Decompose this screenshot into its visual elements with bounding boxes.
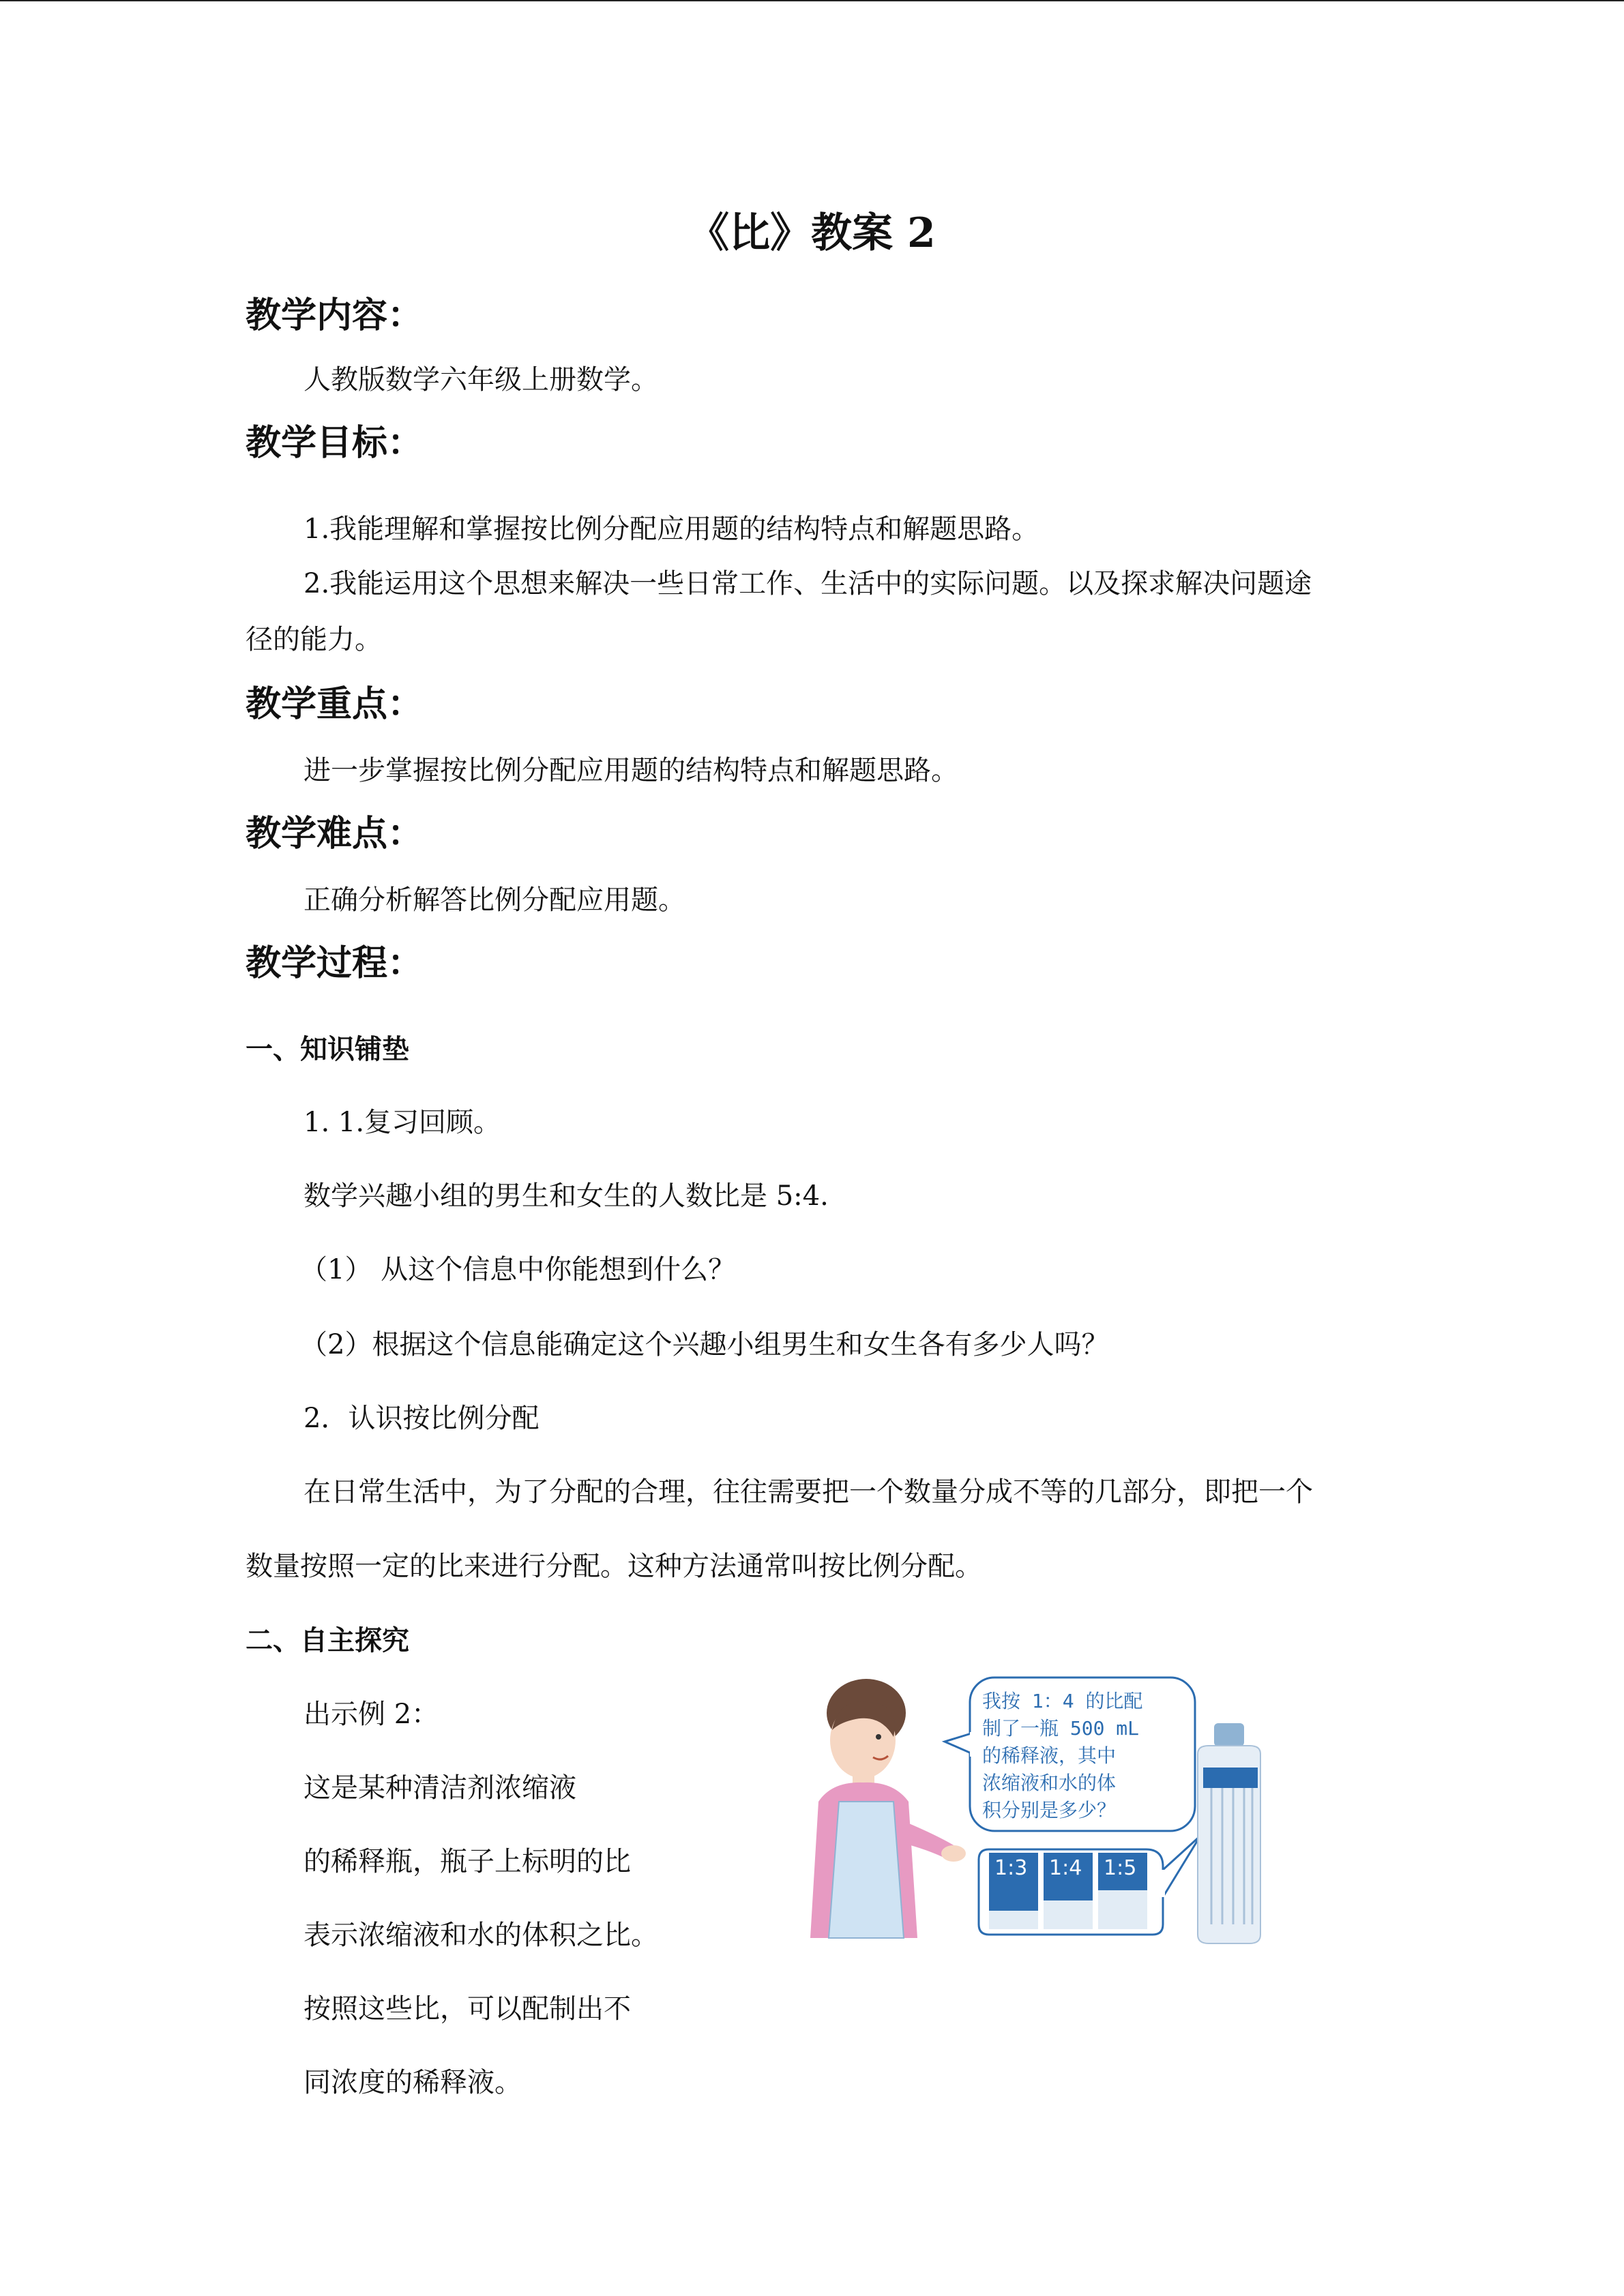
key-point-text: 进一步掌握按比例分配应用题的结构特点和解题思路。 <box>304 755 958 786</box>
part1-item-1: 1. 1.复习回顾。 <box>304 1107 501 1138</box>
ratio-label-1: 1:3 <box>994 1856 1028 1880</box>
ratio-label-3: 1:5 <box>1104 1856 1137 1880</box>
part1-heading: 一、知识铺垫 <box>246 1034 409 1065</box>
heading-key-point: 教学重点： <box>246 684 424 725</box>
part1-paragraph-line-2: 数量按照一定的比来进行分配。这种方法通常叫按比例分配。 <box>246 1551 982 1582</box>
part2-heading: 二、自主探究 <box>246 1625 409 1656</box>
part2-line-6: 同浓度的稀释液。 <box>304 2067 522 2098</box>
heading-teaching-goals: 教学目标： <box>246 423 424 464</box>
part1-paragraph-line-1: 在日常生活中，为了分配的合理，往往需要把一个数量分成不等的几部分，即把一个 <box>304 1476 1313 1508</box>
heading-process: 教学过程： <box>246 943 424 984</box>
part2-line-2: 这是某种清洁剂浓缩液 <box>304 1772 576 1804</box>
goal-1: 1.我能理解和掌握按比例分配应用题的结构特点和解题思路。 <box>304 513 1039 545</box>
bubble-line-2: 制了一瓶 500 mL <box>982 1717 1140 1740</box>
bubble-line-4: 浓缩液和水的体 <box>982 1772 1117 1794</box>
bubble-line-1: 我按 1：4 的比配 <box>982 1690 1143 1712</box>
part1-item-2: 2．认识按比例分配 <box>304 1403 540 1434</box>
part2-line-4: 表示浓缩液和水的体积之比。 <box>304 1920 658 1951</box>
heading-difficulty: 教学难点： <box>246 814 424 854</box>
dilution-bottle <box>1198 1723 1260 1943</box>
part2-line-5: 按照这些比，可以配制出不 <box>304 1993 631 2025</box>
difficulty-text: 正确分析解答比例分配应用题。 <box>304 884 685 916</box>
part2-line-3: 的稀释瓶，瓶子上标明的比 <box>304 1846 631 1877</box>
bubble-line-5: 积分别是多少？ <box>982 1799 1117 1821</box>
ratio-label-2: 1:4 <box>1049 1856 1082 1880</box>
part1-question-1: （1） 从这个信息中你能想到什么？ <box>300 1254 736 1285</box>
teacher-figure <box>810 1679 966 1938</box>
document-title: 《比》教案 2 <box>688 209 936 257</box>
part2-line-1: 出示例 2： <box>304 1699 439 1730</box>
goal-2-line-1: 2.我能运用这个思想来解决一些日常工作、生活中的实际问题。以及探求解决问题途 <box>304 568 1312 599</box>
teaching-content-text: 人教版数学六年级上册数学。 <box>304 364 658 396</box>
ratio-label-callout <box>979 1836 1200 1935</box>
part1-line-1: 数学兴趣小组的男生和女生的人数比是 5:4. <box>304 1180 829 1212</box>
part1-question-2: （2）根据这个信息能确定这个兴趣小组男生和女生各有多少人吗？ <box>300 1329 1109 1360</box>
speech-bubble <box>945 1678 1195 1831</box>
goal-2-line-2: 径的能力。 <box>246 624 382 655</box>
example-illustration <box>791 1665 1282 1952</box>
bubble-line-3: 的稀释液，其中 <box>982 1744 1117 1767</box>
heading-teaching-content: 教学内容： <box>246 295 424 336</box>
